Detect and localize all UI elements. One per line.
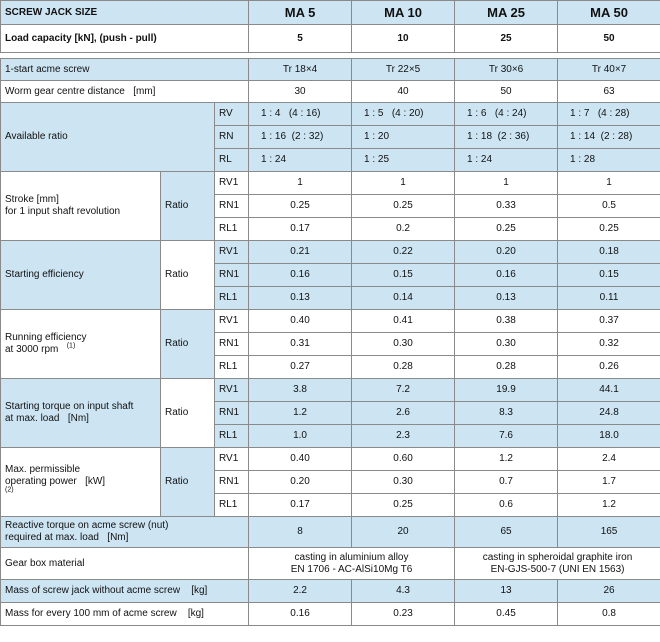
table-cell: 0.27	[249, 356, 352, 379]
gearbox-material-iron	[455, 548, 660, 580]
ratio-code: RN1	[215, 402, 249, 425]
table-cell: 0.30	[352, 333, 455, 356]
starting-efficiency-label: Starting efficiency	[1, 241, 161, 310]
load-capacity-row	[1, 25, 660, 53]
table-cell: 0.16	[249, 264, 352, 287]
starting-torque-label-line1: Starting torque on input shaft	[5, 401, 134, 412]
table-cell: 65	[455, 517, 558, 548]
table-cell: 0.25	[352, 195, 455, 218]
worm-gear-label-text: Worm gear centre distance	[5, 85, 125, 97]
load-capacity-value: 25	[455, 25, 558, 53]
table-cell: 0.28	[455, 356, 558, 379]
table-cell: 0.8	[558, 603, 660, 626]
ratio-value: 1 : 7 (4 : 28)	[558, 103, 660, 126]
mass-jack-label	[1, 580, 249, 603]
table-cell: 0.40	[249, 448, 352, 471]
table-cell: 1	[352, 172, 455, 195]
ratio-label: Ratio	[161, 241, 215, 310]
worm-gear-value: 63	[558, 81, 660, 103]
table-cell: 0.5	[558, 195, 660, 218]
operating-power-label	[1, 448, 161, 517]
acme-screw-value: Tr 40×7	[558, 59, 660, 81]
starting-torque-label	[1, 379, 161, 448]
acme-screw-value: Tr 18×4	[249, 59, 352, 81]
running-efficiency-label-line2: at 3000 rpm	[5, 344, 59, 355]
starting-torque-unit: [Nm]	[67, 413, 89, 424]
table-cell: 0.38	[455, 310, 558, 333]
table-cell: 0.11	[558, 287, 660, 310]
operating-power-label-line1: Max. permissible	[5, 464, 81, 475]
ratio-value: 1 : 24	[455, 149, 558, 172]
ratio-code: RN	[215, 126, 249, 149]
mass-jack-unit: [kg]	[191, 585, 208, 596]
available-ratio-label: Available ratio	[1, 103, 215, 172]
table-cell: 1.2	[249, 402, 352, 425]
table-cell: 7.2	[352, 379, 455, 402]
stroke-label	[1, 172, 161, 241]
ratio-value: 1 : 5 (4 : 20)	[352, 103, 455, 126]
stroke-label-line2: for 1 input shaft revolution	[5, 206, 121, 217]
worm-gear-value: 40	[352, 81, 455, 103]
ratio-code: RV1	[215, 379, 249, 402]
table-cell: 1	[558, 172, 660, 195]
ratio-label: Ratio	[161, 379, 215, 448]
ratio-code: RV1	[215, 448, 249, 471]
model-header: MA 25	[455, 1, 558, 25]
starting-torque-label-line2: at max. load	[5, 413, 60, 424]
gearbox-material-line1: casting in aluminium alloy	[294, 551, 409, 563]
mass-100mm-row	[1, 603, 660, 626]
table-cell: 165	[558, 517, 660, 548]
table-cell: 0.45	[455, 603, 558, 626]
acme-screw-value: Tr 22×5	[352, 59, 455, 81]
acme-screw-row	[1, 59, 660, 81]
ratio-code: RL1	[215, 494, 249, 517]
table-cell: 0.17	[249, 494, 352, 517]
table-cell: 0.18	[558, 241, 660, 264]
running-efficiency-label	[1, 310, 161, 379]
operating-power-row	[1, 448, 660, 471]
table-cell: 0.25	[558, 218, 660, 241]
table-cell: 0.16	[455, 264, 558, 287]
table-cell: 0.60	[352, 448, 455, 471]
table-cell: 4.3	[352, 580, 455, 603]
table-cell: 0.22	[352, 241, 455, 264]
table-cell: 0.15	[558, 264, 660, 287]
table-cell: 0.30	[352, 471, 455, 494]
ratio-label: Ratio	[161, 310, 215, 379]
reactive-torque-row	[1, 517, 660, 548]
load-capacity-value: 5	[249, 25, 352, 53]
running-efficiency-label-line1: Running efficiency	[5, 332, 87, 343]
ratio-code: RL1	[215, 425, 249, 448]
table-cell: 0.41	[352, 310, 455, 333]
table-cell: 1.0	[249, 425, 352, 448]
acme-screw-value: Tr 30×6	[455, 59, 558, 81]
gearbox-material-row	[1, 548, 660, 580]
table-cell: 3.8	[249, 379, 352, 402]
reactive-torque-unit: [Nm]	[107, 532, 129, 543]
table-cell: 0.37	[558, 310, 660, 333]
operating-power-unit: [kW]	[85, 476, 106, 487]
table-cell: 2.2	[249, 580, 352, 603]
table-cell: 0.30	[455, 333, 558, 356]
gearbox-material-label: Gear box material	[1, 548, 249, 580]
acme-screw-label: 1-start acme screw	[1, 59, 249, 81]
starting-efficiency-row	[1, 241, 660, 264]
ratio-code: RN1	[215, 471, 249, 494]
ratio-value: 1 : 24	[249, 149, 352, 172]
ratio-code: RV1	[215, 172, 249, 195]
table-cell: 0.40	[249, 310, 352, 333]
table-cell: 0.14	[352, 287, 455, 310]
table-cell: 13	[455, 580, 558, 603]
table-cell: 24.8	[558, 402, 660, 425]
reactive-torque-label	[1, 517, 249, 548]
ratio-value: 1 : 18 (2 : 36)	[455, 126, 558, 149]
table-cell: 2.6	[352, 402, 455, 425]
table-cell: 0.23	[352, 603, 455, 626]
table-cell: 20	[352, 517, 455, 548]
ratio-value: 1 : 4 (4 : 16)	[249, 103, 352, 126]
table-cell: 0.31	[249, 333, 352, 356]
table-cell: 18.0	[558, 425, 660, 448]
running-efficiency-row	[1, 310, 660, 333]
worm-gear-unit: [mm]	[133, 85, 156, 97]
table-cell: 26	[558, 580, 660, 603]
ratio-value: 1 : 25	[352, 149, 455, 172]
table-cell: 0.28	[352, 356, 455, 379]
worm-gear-label	[1, 81, 249, 103]
worm-gear-row	[1, 81, 660, 103]
worm-gear-value: 50	[455, 81, 558, 103]
table-cell: 0.26	[558, 356, 660, 379]
stroke-row	[1, 172, 660, 195]
ratio-code: RL1	[215, 218, 249, 241]
table-cell: 0.21	[249, 241, 352, 264]
table-cell: 44.1	[558, 379, 660, 402]
mass-100mm-label	[1, 603, 249, 626]
ratio-value: 1 : 20	[352, 126, 455, 149]
gearbox-material-line2: EN-GJS-500-7 (UNI EN 1563)	[490, 563, 625, 575]
table-cell: 19.9	[455, 379, 558, 402]
table-cell: 0.25	[352, 494, 455, 517]
reactive-torque-label-line2: required at max. load	[5, 532, 99, 543]
table-title: SCREW JACK SIZE	[1, 1, 249, 25]
ratio-code: RL	[215, 149, 249, 172]
mass-jack-label-text: Mass of screw jack without acme screw	[5, 585, 181, 596]
table-cell: 0.2	[352, 218, 455, 241]
table-cell: 0.17	[249, 218, 352, 241]
footnote-marker: (1)	[66, 342, 76, 350]
gearbox-material-line1: casting in spheroidal graphite iron	[482, 551, 633, 563]
ratio-value: 1 : 6 (4 : 24)	[455, 103, 558, 126]
table-cell: 2.3	[352, 425, 455, 448]
ratio-code: RN1	[215, 333, 249, 356]
mass-100mm-label-text: Mass for every 100 mm of acme screw	[5, 608, 177, 619]
ratio-code: RV1	[215, 241, 249, 264]
ratio-code: RV1	[215, 310, 249, 333]
table-cell: 8.3	[455, 402, 558, 425]
table-cell: 0.25	[249, 195, 352, 218]
load-capacity-value: 10	[352, 25, 455, 53]
worm-gear-value: 30	[249, 81, 352, 103]
table-cell: 8	[249, 517, 352, 548]
model-header: MA 10	[352, 1, 455, 25]
table-cell: 0.15	[352, 264, 455, 287]
ratio-value: 1 : 16 (2 : 32)	[249, 126, 352, 149]
model-header: MA 50	[558, 1, 660, 25]
reactive-torque-label-line1: Reactive torque on acme screw (nut)	[5, 520, 169, 531]
footnote-marker: (2)	[5, 486, 14, 494]
load-capacity-value: 50	[558, 25, 660, 53]
table-cell: 0.32	[558, 333, 660, 356]
table-cell: 0.13	[249, 287, 352, 310]
gearbox-material-aluminium	[249, 548, 455, 580]
ratio-code: RN1	[215, 195, 249, 218]
ratio-code: RL1	[215, 356, 249, 379]
table-cell: 1.7	[558, 471, 660, 494]
mass-100mm-unit: [kg]	[187, 608, 204, 619]
table-cell: 0.16	[249, 603, 352, 626]
table-cell: 0.7	[455, 471, 558, 494]
header-row	[1, 1, 660, 25]
ratio-value: 1 : 14 (2 : 28)	[558, 126, 660, 149]
load-capacity-label: Load capacity [kN], (push - pull)	[1, 25, 249, 53]
ratio-label: Ratio	[161, 448, 215, 517]
table-cell: 1.2	[455, 448, 558, 471]
ratio-code: RN1	[215, 264, 249, 287]
ratio-code: RL1	[215, 287, 249, 310]
gearbox-material-line2: EN 1706 - AC-AlSi10Mg T6	[290, 563, 413, 575]
table-cell: 0.20	[455, 241, 558, 264]
table-cell: 0.13	[455, 287, 558, 310]
ratio-label: Ratio	[161, 172, 215, 241]
stroke-label-line1: Stroke [mm]	[5, 194, 59, 205]
table-cell: 0.6	[455, 494, 558, 517]
table-cell: 1.2	[558, 494, 660, 517]
model-header: MA 5	[249, 1, 352, 25]
table-cell: 0.25	[455, 218, 558, 241]
ratio-code: RV	[215, 103, 249, 126]
available-ratio-row	[1, 103, 660, 126]
table-cell: 1	[249, 172, 352, 195]
table-cell: 0.33	[455, 195, 558, 218]
operating-power-label-line2: operating power	[5, 476, 77, 487]
table-cell: 1	[455, 172, 558, 195]
table-cell: 7.6	[455, 425, 558, 448]
mass-jack-row	[1, 580, 660, 603]
starting-torque-row	[1, 379, 660, 402]
table-cell: 2.4	[558, 448, 660, 471]
ratio-value: 1 : 28	[558, 149, 660, 172]
table-cell: 0.20	[249, 471, 352, 494]
